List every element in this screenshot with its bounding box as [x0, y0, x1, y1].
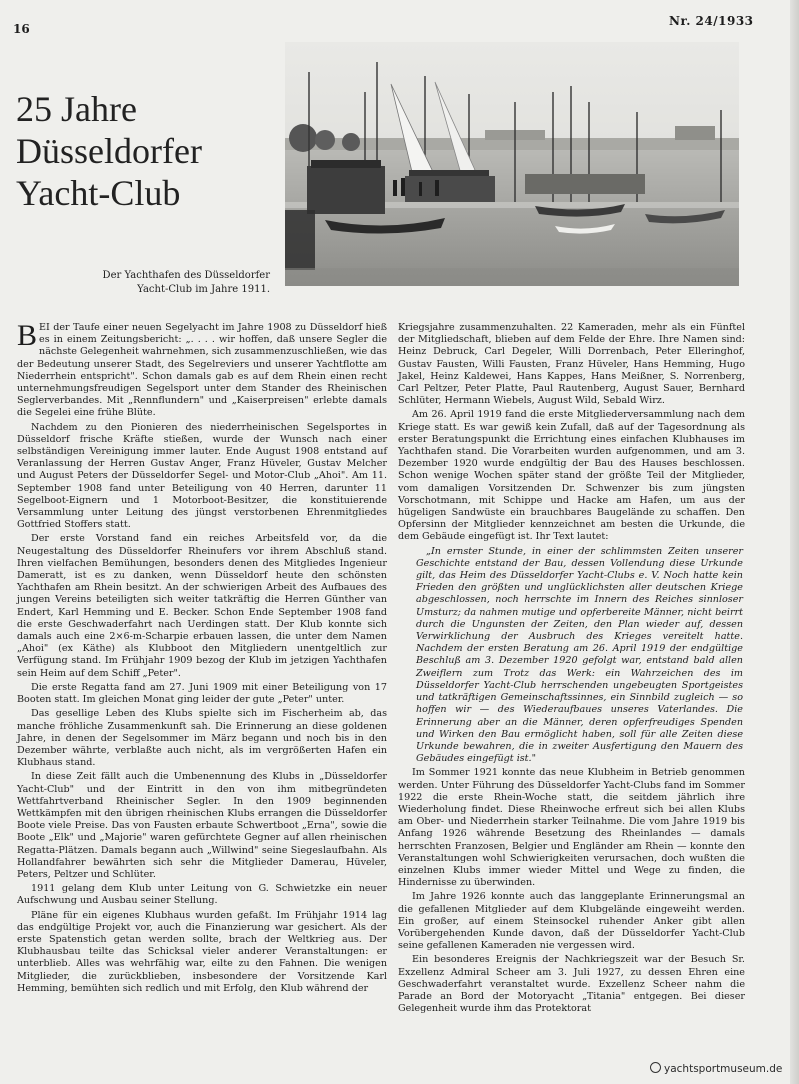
- title-line-3: Yacht-Club: [16, 173, 181, 213]
- caption-line-2: Yacht-Club im Jahre 1911.: [137, 283, 270, 295]
- paragraph-text: EI der Taufe einer neuen Segelyacht im Jahre 1908 zu Düsseldorf hieß es in einem Zeitungsbericht: „. . . . wir hoffen, daß unsere Segler die nächste Gelegenheit wahrnehmen, sich zusammenzuschließen, wie das der Bedeutung unserer Stadt, des Segelreviers und unserer Yachtflotte am Niederrhein entspricht". Schon damals gab es auf dem Rhein einen recht unternehmungsfreudigen Segelsport unter dem Stander des Rheinischen Seglerverbandes. Mit „Rennflundern" und „Kaiserpreisen" erlebte damals die Segelei eine frühe Blüte.: [17, 322, 387, 419]
- drop-cap: B: [17, 319, 38, 352]
- paragraph: Im Jahre 1926 konnte auch das langgeplante Erinnerungsmal an die gefallenen Mitglieder auf dem Klubgelände eingeweiht werden. Ein großer, auf einem Steinsockel ruhender Anker gibt allen Vorübergehenden Kunde davon, daß der Düsseldorfer Yacht-Club seine gefallenen Kameraden nie vergessen wird.: [398, 891, 745, 952]
- paragraph: Der erste Vorstand fand ein reiches Arbeitsfeld vor, da die Neugestaltung des Düsseldorfer Rheinufers vor ihrem Abschluß stand. Ihren vielfachen Bemühungen, besonders denen des Mitgliedes Ingenieur Dameratt, ist es zu danken, wenn Düsseldorf heute den schönsten Yachthafen am Rhein besitzt. An der schwierigen Arbeit des Aufbaues des jungen Vereins beteiligten sich weiter tatkräftig die Herren Günther van Endert, Karl Hemming und E. Becker. Schon Ende September 1908 fand die erste Geschwaderfahrt nach Uerdingen statt. Der Klub konnte sich damals auch eine 2×6-m-Scharpie erbauen lassen, die unter dem Namen „Ahoi" (ex Käthe) als Klubboot den Mitgliedern unentgeltlich zur Verfügung stand. Im Frühjahr 1909 bezog der Klub im jetzigen Yachthafen sein Heim auf dem Schiff „Peter".: [17, 533, 387, 679]
- article-title: [16, 88, 286, 214]
- paragraph: Das gesellige Leben des Klubs spielte sich im Fischerheim ab, das manche fröhliche Zusammenkunft sah. Die Erinnerung an diese goldenen Jahre, in denen der Segelsommer im März begann und noch bis in den Dezember währte, verblaßte auch nicht, als im vergrößerten Hafen ein Klubhaus stand.: [17, 708, 387, 769]
- caption-line-1: Der Yachthafen des Düsseldorfer: [102, 270, 270, 281]
- paragraph: Kriegsjahre zusammenzuhalten. 22 Kameraden, mehr als ein Fünftel der Mitgliedschaft, blieben auf dem Felde der Ehre. Ihre Namen sind: Heinz Debruck, Carl Degeler, Willi Dorrenbach, Peter Elleringhof, Gustav Fausten, Willi Fausten, Franz Hüveler, Hans Hemming, Hugo Jakel, Heinz Kaldewei, Hans Kappes, Hans Meißner, S. Norrenberg, Carl Peltzer, Peter Platte, Paul Rautenberg, August Sauer, Bernhard Schlüter, Hermann Wiebels, August Wild, Sebald Wirz.: [398, 322, 745, 407]
- title-line-1: 25 Jahre: [16, 89, 137, 129]
- photo-caption: [30, 269, 270, 296]
- paragraph: Ein besonderes Ereignis der Nachkriegszeit war der Besuch Sr. Exzellenz Admiral Scheer am 3. Juli 1927, zu dessen Ehren eine Geschwaderfahrt veranstaltet wurde. Exzellenz Scheer nahm die Parade an Bord der Motoryacht „Titania" entgegen. Bei dieser Gelegenheit wurde ihm das Protektorat: [398, 954, 745, 1015]
- paragraph: 1911 gelang dem Klub unter Leitung von G. Schwietzke ein neuer Aufschwung und Ausbau seiner Stellung.: [17, 883, 387, 907]
- yacht-harbour-photo: [285, 42, 739, 286]
- article-left-column: [17, 319, 387, 997]
- watermark-text: yachtsportmuseum.de: [664, 1063, 783, 1075]
- issue-label: Nr. 24/1933: [669, 14, 754, 28]
- page-spine-shadow: [790, 0, 799, 1084]
- paragraph: [17, 319, 387, 420]
- paragraph: Pläne für ein eigenes Klubhaus wurden gefaßt. Im Frühjahr 1914 lag das endgültige Projekt vor, auch die Finanzierung war gesichert. Als der erste Spatenstich getan werden sollte, brach der Weltkrieg aus. Der Klubhausbau teilte das Schicksal vieler anderer Veranstaltungen: er unterblieb. Alles was wehrfähig war, eilte zu den Fahnen. Die wenigen Mitglieder, die zurückblieben, insbesondere der Vorsitzende Karl Hemming, bemühten sich redlich und mit Erfolg, den Klub während der: [17, 909, 387, 994]
- title-line-2: Düsseldorfer: [16, 131, 202, 171]
- harbour-photo-illustration: [285, 42, 739, 286]
- paragraph: Nachdem zu den Pionieren des niederrheinischen Segelsportes in Düsseldorf frische Kräfte stießen, wurde der Wunsch nach einer selbständigen Vereinigung immer lauter. Ende August 1908 entstand auf Veranlassung der Herren Gustav Anger, Franz Hüveler, Gustav Melcher und August Peters der Düsseldorfer Segel- und Motor-Club „Ahoi". Am 11. September 1908 fand unter Beteiligung von 40 Herren, darunter 11 Segelboot-Eignern und 1 Motorboot-Besitzer, die konstituierende Versammlung unter Leitung des jüngst verstorbenen Ehrenmitgliedes Gottfried Stoffers statt.: [17, 421, 387, 531]
- page-number: 16: [13, 22, 30, 36]
- paragraph: Die erste Regatta fand am 27. Juni 1909 mit einer Beteiligung von 17 Booten statt. Im gleichen Monat ging leider der gute „Peter" unter.: [17, 681, 387, 706]
- paragraph: In diese Zeit fällt auch die Umbenennung des Klubs in „Düsseldorfer Yacht-Club" und der Eintritt in den von ihm mitbegründeten Wettfahrtverband Rheinischer Segler. In den 1909 beginnenden Wettkämpfen mit den übrigen rheinischen Klubs errangen die Düsseldorfer Boote viele Preise. Das von Fausten erbaute Schwertboot „Erna", sowie die Boote „Elk" und „Majorie" waren gefürchtete Gegner auf allen rheinischen Regatta-Plätzen. Damals begann auch „Willwind" seine Siegeslaufbahn. Als Hollandfahrer bewährten sich sehr die Mitglieder Damerau, Hüveler, Peters, Peltzer und Schlüter.: [17, 771, 387, 880]
- article-right-column: [398, 322, 745, 1017]
- source-watermark: [650, 1062, 782, 1075]
- copyright-icon: [650, 1062, 661, 1073]
- paragraph: Im Sommer 1921 konnte das neue Klubheim in Betrieb genommen werden. Unter Führung des Düsseldorfer Yacht-Clubs fand im Sommer 1922 die erste Rhein-Woche statt, die seitdem jährlich ihre Wiederholung findet. Diese Rheinwoche erfreut sich bei allen Klubs am Ober- und Niederrhein starker Teilnahme. Die vom Jahre 1919 bis Anfang 1926 währende Besetzung des Rheinlandes — damals herrschten Franzosen, Belgier und Engländer am Rhein — konnte den Veranstaltungen wohl Schwierigkeiten verursachen, doch wußten die einzelnen Klubs immer wieder Mittel und Wege zu finden, die Hindernisse zu überwinden.: [398, 767, 745, 889]
- quoted-document: „In ernster Stunde, in einer der schlimmsten Zeiten unserer Geschichte entstand der Bau, dessen Vollendung diese Urkunde gilt, das Heim des Düsseldorfer Yacht-Clubs e. V. Noch hatte kein Frieden den größten und unglücklichsten aller deutschen Kriege abgeschlossen, noch herrschte im Innern des Reiches sinnloser Umsturz; da nahmen mutige und opferbereite Männer, nicht beirrt durch die Ungunsten der Zeiten, den Plan wieder auf, dessen Verwirklichung der Ausbruch des Krieges vereitelt hatte. Nachdem der ersten Beratung am 26. April 1919 der endgültige Beschluß am 3. Dezember 1920 gefolgt war, entstand bald allen Zweiflern zum Trotz das Werk: ein Wahrzeichen des im Düsseldorfer Yacht-Club herrschenden ungebeugten Sportgeistes und tatkräftigen Gemeinschaftssinnes, ein Sinnbild zugleich — so hoffen wir — des Wiederaufbaues unseres Vaterlandes. Die Erinnerung aber an die Männer, deren opferfreudiges Spenden und Wirken den Bau ermöglicht haben, soll für alle Zeiten diese Urkunde bewahren, die in zweiter Ausfertigung den Mauern des Gebäudes eingefügt ist.": [416, 545, 743, 765]
- paragraph: Am 26. April 1919 fand die erste Mitgliederversammlung nach dem Kriege statt. Es war gewiß kein Zufall, daß auf der Tagesordnung als erster Beratungspunkt die Errichtung eines einfachen Klubhauses im Yachthafen stand. Die Vorarbeiten wurden aufgenommen, und am 3. Dezember 1920 wurde endgültig der Bau des Hauses beschlossen. Schon wenige Wochen später stand der größte Teil der Mitglieder, vom damaligen Vorsitzenden Dr. Schwenzer bis zum jüngsten Vorschotmann, mit Schippe und Hacke am Hafen, um aus der hügeligen Sandwüste ein brauchbares Baugelände zu schaffen. Den Opfersinn der Mitglieder kennzeichnet am besten die Urkunde, die dem Gebäude eingefügt ist. Ihr Text lautet:: [398, 409, 745, 543]
